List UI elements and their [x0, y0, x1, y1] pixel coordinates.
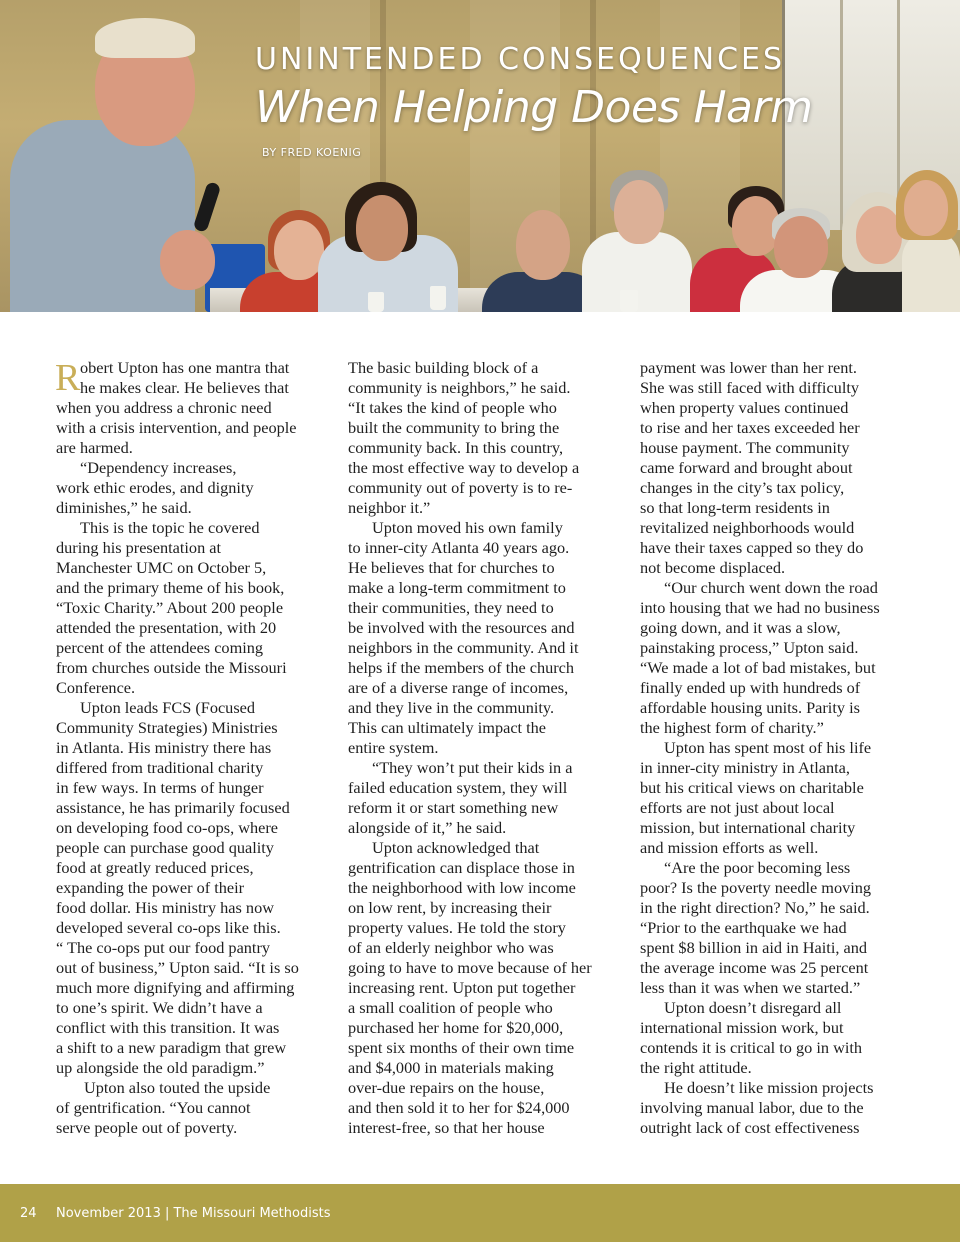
text-line: of an elderly neighbor who was — [348, 938, 554, 957]
text-line: Upton acknowledged that — [372, 838, 540, 857]
text-line: Community Strategies) Ministries — [56, 718, 278, 737]
article-column-2 — [348, 358, 620, 1138]
text-line: Conference. — [56, 678, 136, 697]
text-line: “Dependency increases, — [80, 458, 237, 477]
text-line: “ The co-ops put our food pantry — [56, 938, 271, 957]
text-line: people can purchase good quality — [56, 838, 274, 857]
text-line: gentrification can displace those in — [348, 858, 575, 877]
cup — [368, 292, 384, 312]
text-line: Upton doesn’t disregard all — [664, 998, 842, 1017]
text-line: mission, but international charity — [640, 818, 856, 837]
text-line: work ethic erodes, and dignity — [56, 478, 254, 497]
text-line: serve people out of poverty. — [56, 1118, 238, 1137]
text-line: He believes that for churches to — [348, 558, 555, 577]
text-line: on low rent, by increasing their — [348, 898, 552, 917]
text-line: Upton also touted the upside — [84, 1078, 271, 1097]
text-line: involving manual labor, due to the — [640, 1098, 864, 1117]
page-number: 24 — [20, 1206, 37, 1221]
text-line: Manchester UMC on October 5, — [56, 558, 267, 577]
page-footer — [0, 1184, 960, 1242]
text-line: interest-free, so that her house — [348, 1118, 545, 1137]
text-line: This can ultimately impact the — [348, 718, 547, 737]
text-line: going down, and it was a slow, — [640, 618, 841, 637]
text-line: in few ways. In terms of hunger — [56, 778, 264, 797]
text-line: differed from traditional charity — [56, 758, 264, 777]
text-line: during his presentation at — [56, 538, 222, 557]
cup — [430, 286, 446, 310]
text-line: food at greatly reduced prices, — [56, 858, 254, 877]
text-line: purchased her home for $20,000, — [348, 1018, 564, 1037]
text-line: house payment. The community — [640, 438, 850, 457]
text-line: and mission efforts as well. — [640, 838, 819, 857]
text-line: helps if the members of the church — [348, 658, 575, 677]
text-line: came forward and brought about — [640, 458, 853, 477]
text-line: the neighborhood with low income — [348, 878, 576, 897]
text-line: failed education system, they will — [348, 778, 568, 797]
text-line: percent of the attendees coming — [56, 638, 264, 657]
text-line: and then sold it to her for $24,000 — [348, 1098, 570, 1117]
text-line: “Our church went down the road — [664, 578, 878, 597]
text-line: She was still faced with difficulty — [640, 378, 860, 397]
text-line: reform it or start something new — [348, 798, 559, 817]
text-line: with a crisis intervention, and people — [56, 418, 297, 437]
text-line: to one’s spirit. We didn’t have a — [56, 998, 263, 1017]
text-line: but his critical views on charitable — [640, 778, 864, 797]
text-line: “It takes the kind of people who — [348, 398, 557, 417]
text-line: out of business,” Upton said. “It is so — [56, 958, 299, 977]
text-line: The basic building block of a — [348, 358, 539, 377]
text-line: on developing food co-ops, where — [56, 818, 278, 837]
text-line: community back. In this country, — [348, 438, 564, 457]
text-line: so that long-term residents in — [640, 498, 830, 517]
text-line: spent six months of their own time — [348, 1038, 575, 1057]
text-line: increasing rent. Upton put together — [348, 978, 576, 997]
text-line: over-due repairs on the house, — [348, 1078, 545, 1097]
article-byline: BY FRED KOENIG — [262, 146, 362, 159]
text-line: He doesn’t like mission projects — [664, 1078, 874, 1097]
text-line: and $4,000 in materials making — [348, 1058, 554, 1077]
text-line: alongside of it,” he said. — [348, 818, 507, 837]
article-column-1 — [56, 358, 328, 1138]
text-line: less than it was when we started.” — [640, 978, 861, 997]
text-line: not become displaced. — [640, 558, 786, 577]
text-line: diminishes,” he said. — [56, 498, 192, 517]
text-line: entire system. — [348, 738, 439, 757]
text-line: in Atlanta. His ministry there has — [56, 738, 272, 757]
publication-info: November 2013 | The Missouri Methodists — [56, 1206, 331, 1221]
text-line: food dollar. His ministry has now — [56, 898, 274, 917]
text-line: when property values continued — [640, 398, 849, 417]
text-line: contends it is critical to go in with — [640, 1038, 863, 1057]
article-kicker: UNINTENDED CONSEQUENCES — [255, 42, 786, 77]
text-line: painstaking process,” Upton said. — [640, 638, 859, 657]
text-line: assistance, he has primarily focused — [56, 798, 290, 817]
text-line: and the primary theme of his book, — [56, 578, 285, 597]
text-line: their communities, they need to — [348, 598, 554, 617]
text-line: in inner-city ministry in Atlanta, — [640, 758, 850, 777]
text-line: up alongside the old paradigm.” — [56, 1058, 265, 1077]
text-line: a shift to a new paradigm that grew — [56, 1038, 287, 1057]
text-line: when you address a chronic need — [56, 398, 272, 417]
text-line: built the community to bring the — [348, 418, 560, 437]
text-line: the highest form of charity.” — [640, 718, 824, 737]
text-line: Upton moved his own family — [372, 518, 563, 537]
text-line: conflict with this transition. It was — [56, 1018, 280, 1037]
text-line: developed several co-ops like this. — [56, 918, 281, 937]
text-line: payment was lower than her rent. — [640, 358, 858, 377]
text-line: international mission work, but — [640, 1018, 844, 1037]
text-line: from churches outside the Missouri — [56, 658, 287, 677]
text-line: “Prior to the earthquake we had — [640, 918, 847, 937]
text-line: are harmed. — [56, 438, 133, 457]
text-line: in the right direction? No,” he said. — [640, 898, 870, 917]
text-line: revitalized neighborhoods would — [640, 518, 855, 537]
text-line: finally ended up with hundreds of — [640, 678, 861, 697]
text-line: This is the topic he covered — [80, 518, 260, 537]
text-line: much more dignifying and affirming — [56, 978, 295, 997]
text-line: a small coalition of people who — [348, 998, 553, 1017]
text-line: community out of poverty is to re- — [348, 478, 573, 497]
text-line: “We made a lot of bad mistakes, but — [640, 658, 876, 677]
text-line: “Toxic Charity.” About 200 people — [56, 598, 284, 617]
text-line: affordable housing units. Parity is — [640, 698, 860, 717]
text-line: Upton leads FCS (Focused — [80, 698, 256, 717]
text-line: property values. He told the story — [348, 918, 566, 937]
text-line: changes in the city’s tax policy, — [640, 478, 845, 497]
text-line: the most effective way to develop a — [348, 458, 580, 477]
text-line: “Are the poor becoming less — [664, 858, 851, 877]
text-line: community is neighbors,” he said. — [348, 378, 571, 397]
text-line: of gentrification. “You cannot — [56, 1098, 251, 1117]
text-line: are of a diverse range of incomes, — [348, 678, 569, 697]
drop-cap: R — [55, 357, 81, 399]
text-line: be involved with the resources and — [348, 618, 575, 637]
text-line: attended the presentation, with 20 — [56, 618, 277, 637]
article-column-3 — [640, 358, 912, 1138]
text-line: make a long-term commitment to — [348, 578, 566, 597]
text-line: to rise and her taxes exceeded her — [640, 418, 860, 437]
text-line: Upton has spent most of his life — [664, 738, 872, 757]
text-line: he makes clear. He believes that — [80, 378, 289, 397]
text-line: to inner-city Atlanta 40 years ago. — [348, 538, 570, 557]
text-line: obert Upton has one mantra that — [80, 358, 290, 377]
text-line: “They won’t put their kids in a — [372, 758, 573, 777]
text-line: neighbors in the community. And it — [348, 638, 579, 657]
text-line: and they live in the community. — [348, 698, 555, 717]
cup — [620, 290, 638, 312]
text-line: efforts are not just about local — [640, 798, 835, 817]
text-line: going to have to move because of her — [348, 958, 592, 977]
text-line: into housing that we had no business — [640, 598, 880, 617]
text-line: neighbor it.” — [348, 498, 431, 517]
text-line: poor? Is the poverty needle moving — [640, 878, 872, 897]
text-line: spent $8 billion in aid in Haiti, and — [640, 938, 868, 957]
text-line: the right attitude. — [640, 1058, 752, 1077]
text-line: the average income was 25 percent — [640, 958, 869, 977]
text-line: outright lack of cost effectiveness — [640, 1118, 860, 1137]
text-line: have their taxes capped so they do — [640, 538, 864, 557]
text-line: expanding the power of their — [56, 878, 245, 897]
article-headline: When Helping Does Harm — [255, 82, 813, 133]
